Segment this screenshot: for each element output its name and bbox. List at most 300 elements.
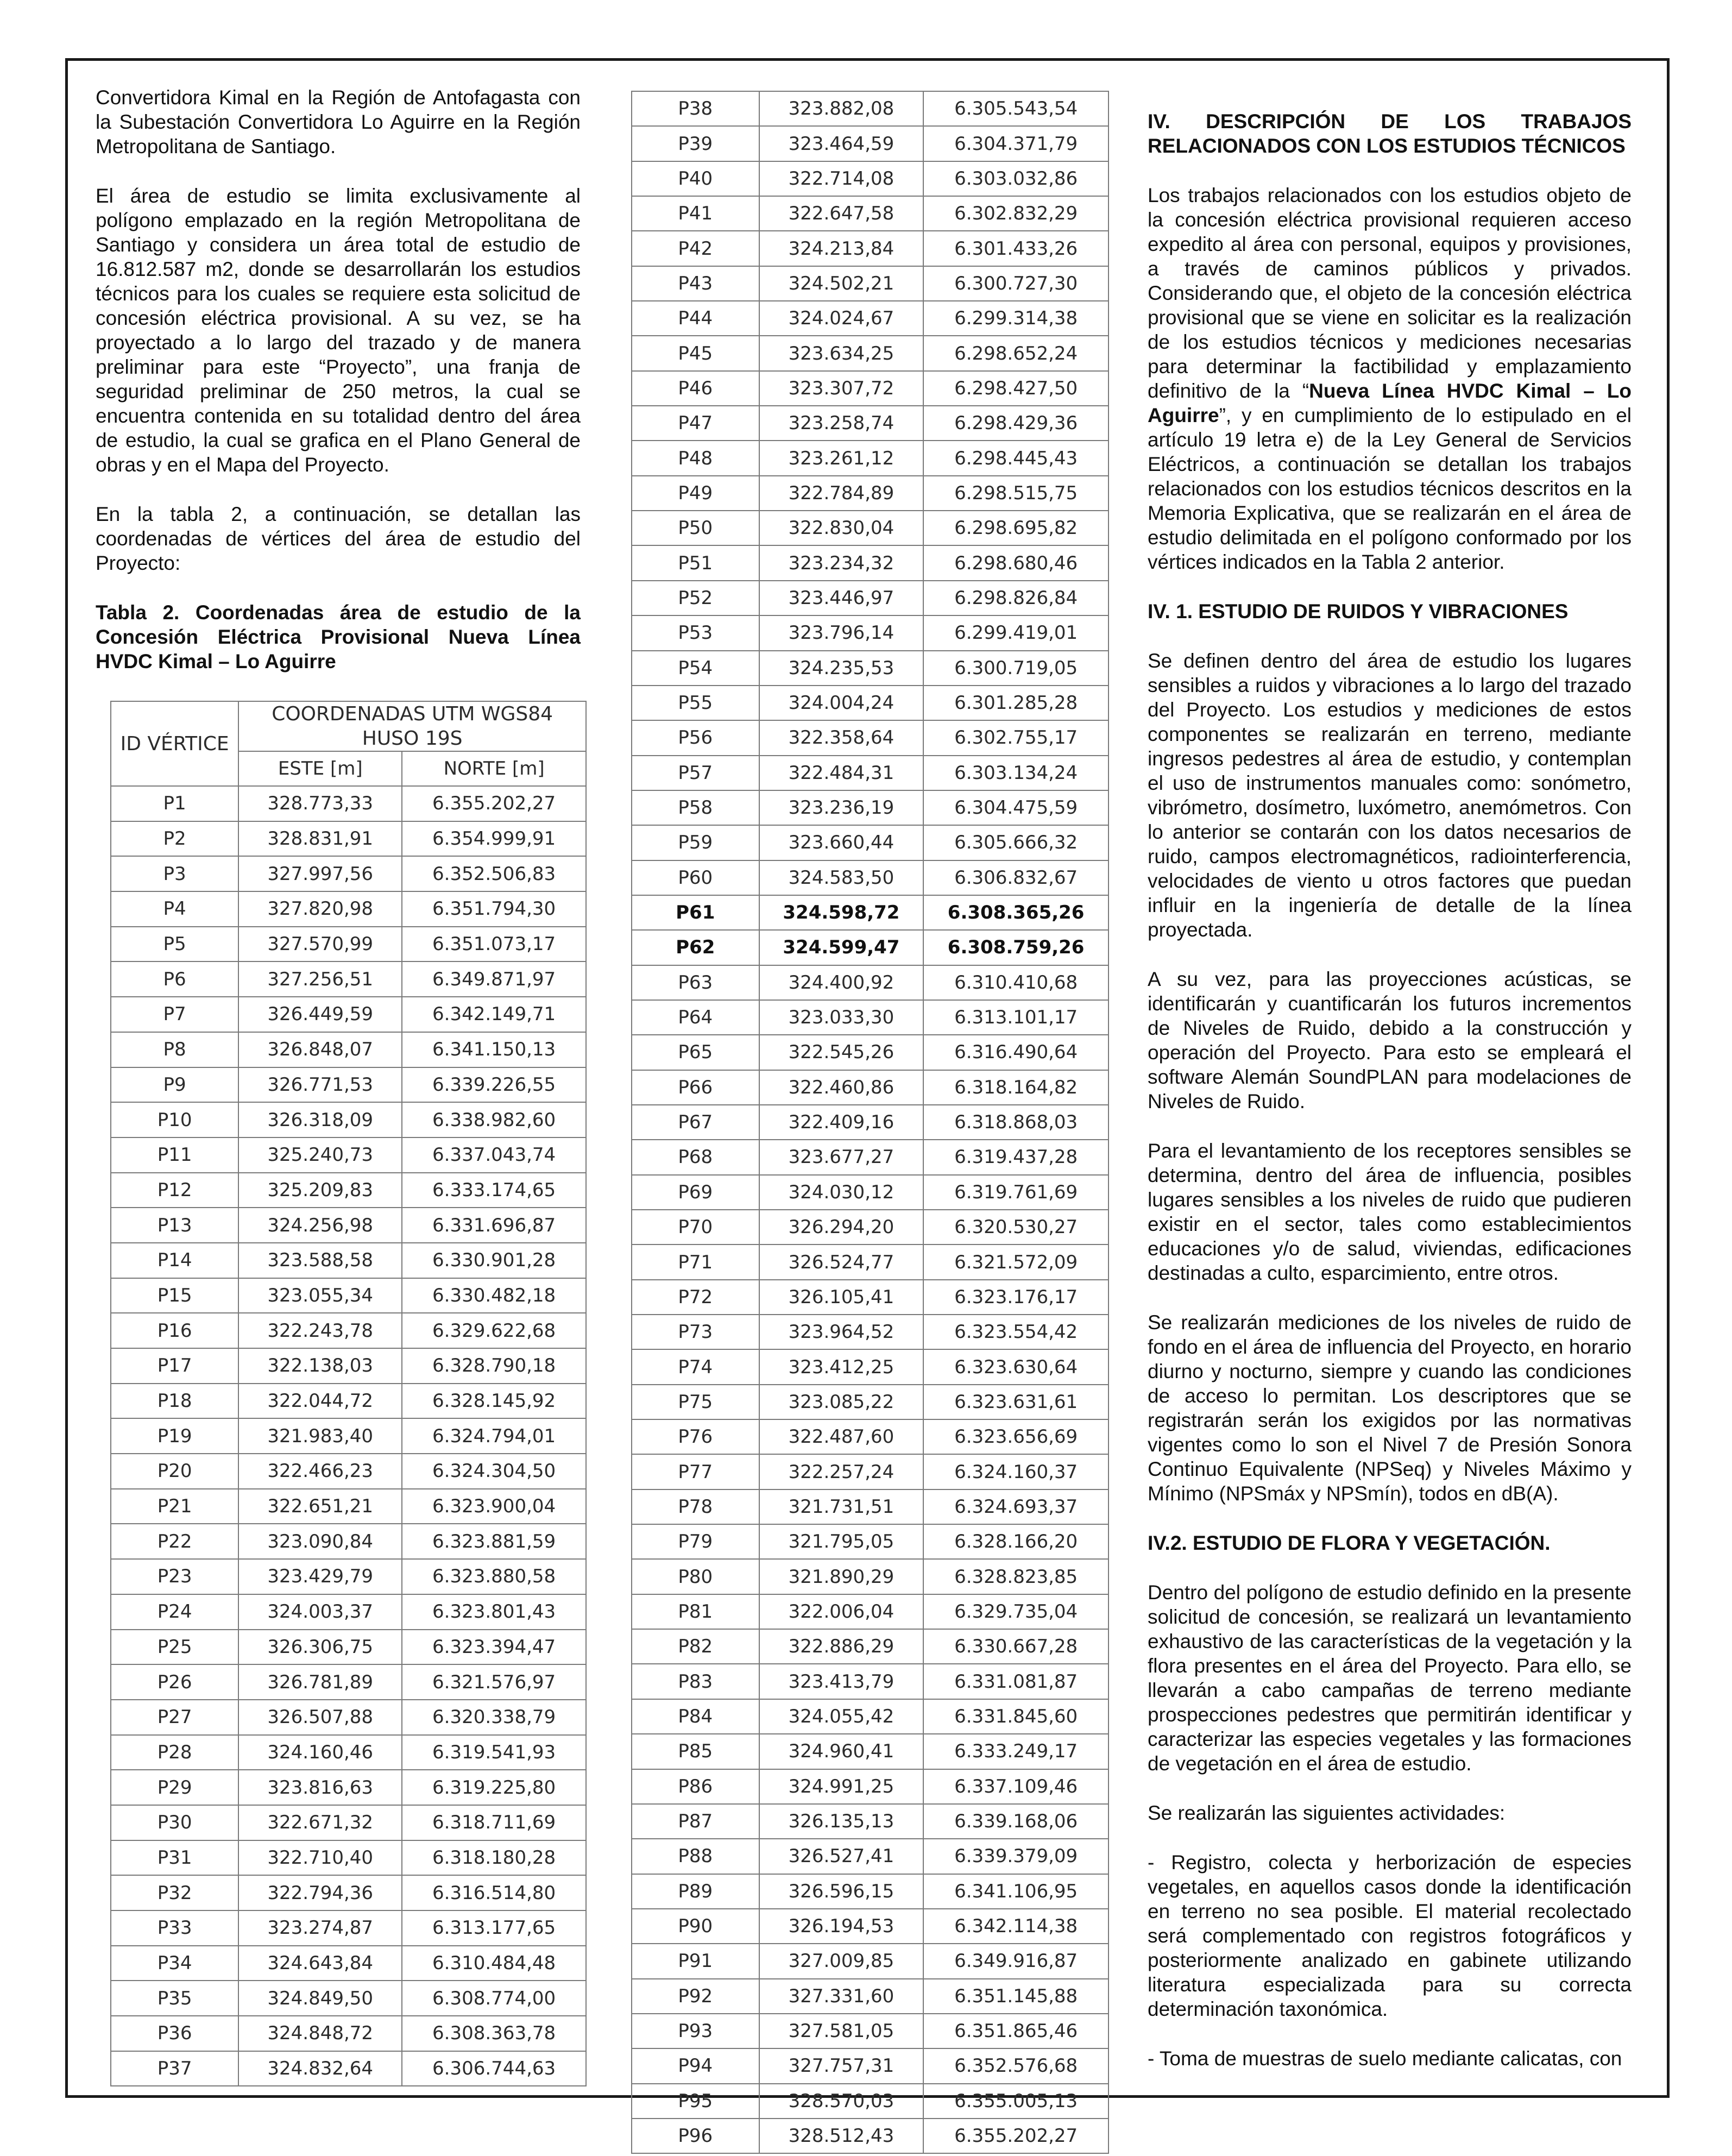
cell-este: 322.710,40 [238,1840,402,1876]
cell-este: 324.599,47 [759,930,924,965]
table-row [632,1070,1109,1105]
cell-vertex-id: P61 [632,895,759,930]
cell-este: 323.055,34 [238,1278,402,1313]
cell-norte: 6.355.202,27 [402,786,586,821]
cell-este: 322.714,08 [759,161,924,196]
table-row [111,1313,586,1348]
table-row [111,1840,586,1876]
works-text-part-2: ”, y en cumplimiento de lo estipulado en el artículo 19 letra e) de la Ley General de Servicios Eléctricos, a continuación se detallan los trabajos relacionados con los estudios técnicos descritos en la Memoria Explicativa, que se realizarán en el área de estudio delimitada en el polígono conformado por los vértices indicados en la Tabla 2 anterior. [1148,404,1632,573]
cell-vertex-id: P42 [632,231,759,266]
table-row [111,1524,586,1559]
cell-este: 322.257,24 [759,1454,924,1489]
table-row [632,1699,1109,1734]
cell-vertex-id: P44 [632,301,759,336]
table-row [632,91,1109,126]
cell-este: 322.545,26 [759,1035,924,1070]
cell-norte: 6.331.845,60 [923,1699,1109,1734]
table-row [111,1946,586,1981]
cell-norte: 6.337.109,46 [923,1769,1109,1804]
cell-este: 324.003,37 [238,1594,402,1630]
cell-norte: 6.321.576,97 [402,1664,586,1700]
cell-este: 322.409,16 [759,1105,924,1140]
cell-norte: 6.328.166,20 [923,1524,1109,1559]
cell-norte: 6.304.371,79 [923,126,1109,161]
cell-vertex-id: P47 [632,406,759,441]
cell-este: 323.446,97 [759,581,924,615]
cell-norte: 6.319.761,69 [923,1175,1109,1210]
cell-este: 324.643,84 [238,1946,402,1981]
cell-este: 326.596,15 [759,1874,924,1909]
cell-norte: 6.328.823,85 [923,1559,1109,1594]
cell-norte: 6.318.164,82 [923,1070,1109,1105]
header-coordinates [238,701,586,751]
cell-vertex-id: P9 [111,1067,238,1103]
table-row [632,511,1109,545]
table-body-part-2 [632,91,1109,2153]
cell-vertex-id: P14 [111,1243,238,1278]
coordinates-table-part-2 [631,91,1109,2154]
cell-vertex-id: P95 [632,2084,759,2119]
cell-vertex-id: P11 [111,1137,238,1173]
cell-vertex-id: P35 [111,1981,238,2016]
cell-este: 322.647,58 [759,196,924,231]
cell-norte: 6.342.114,38 [923,1909,1109,1944]
cell-vertex-id: P69 [632,1175,759,1210]
table-row [632,2084,1109,2119]
cell-este: 324.030,12 [759,1175,924,1210]
cell-vertex-id: P62 [632,930,759,965]
cell-norte: 6.303.134,24 [923,756,1109,790]
table-row [632,126,1109,161]
table-row [632,1664,1109,1699]
cell-vertex-id: P8 [111,1032,238,1067]
cell-este: 328.831,91 [238,821,402,857]
table-row [632,2014,1109,2048]
cell-vertex-id: P46 [632,371,759,406]
cell-este: 323.588,58 [238,1243,402,1278]
cell-vertex-id: P18 [111,1384,238,1419]
cell-vertex-id: P57 [632,756,759,790]
heading-section-iv-2: IV.2. ESTUDIO DE FLORA Y VEGETACIÓN. [1148,1532,1551,1554]
cell-norte: 6.319.225,80 [402,1770,586,1805]
header-este: ESTE [m] [238,751,402,786]
table-row [632,1210,1109,1244]
cell-este: 322.006,04 [759,1594,924,1629]
cell-este: 324.849,50 [238,1981,402,2016]
table-row [632,1175,1109,1210]
cell-vertex-id: P66 [632,1070,759,1105]
cell-norte: 6.323.631,61 [923,1385,1109,1419]
cell-este: 322.886,29 [759,1629,924,1664]
table-row [111,1770,586,1805]
cell-vertex-id: P56 [632,720,759,755]
cell-norte: 6.302.755,17 [923,720,1109,755]
cell-vertex-id: P55 [632,686,759,720]
table-row [111,2016,586,2051]
project-name: Nueva Línea HVDC Kimal – Lo Aguirre [1148,380,1632,426]
cell-este: 328.773,33 [238,786,402,821]
cell-este: 323.660,44 [759,825,924,860]
cell-norte: 6.324.794,01 [402,1418,586,1454]
cell-norte: 6.320.338,79 [402,1700,586,1735]
cell-este: 321.983,40 [238,1418,402,1454]
cell-vertex-id: P84 [632,1699,759,1734]
table-row [632,1105,1109,1140]
table-row [632,545,1109,580]
cell-este: 327.757,31 [759,2048,924,2083]
table-row [111,927,586,962]
cell-este: 321.795,05 [759,1524,924,1559]
cell-norte: 6.328.790,18 [402,1348,586,1384]
cell-norte: 6.298.427,50 [923,371,1109,406]
cell-norte: 6.298.695,82 [923,511,1109,545]
cell-este: 326.771,53 [238,1067,402,1103]
table-row [632,1140,1109,1174]
cell-este: 324.832,64 [238,2051,402,2086]
cell-vertex-id: P67 [632,1105,759,1140]
cell-vertex-id: P15 [111,1278,238,1313]
cell-este: 324.583,50 [759,860,924,895]
table-row [632,686,1109,720]
cell-vertex-id: P58 [632,790,759,825]
paragraph-activity-soil: - Toma de muestras de suelo mediante calicatas, con [1148,2047,1622,2070]
cell-norte: 6.308.774,00 [402,1981,586,2016]
table-row [632,231,1109,266]
cell-norte: 6.298.680,46 [923,545,1109,580]
cell-vertex-id: P30 [111,1805,238,1840]
cell-este: 326.781,89 [238,1664,402,1700]
table-row [632,1244,1109,1279]
cell-vertex-id: P90 [632,1909,759,1944]
works-text-part-1: Los trabajos relacionados con los estudios objeto de la concesión eléctrica provisional requieren acceso expedito al área con personal, equipos y provisiones, a través de caminos públicos y privados. Considerando que, el objeto de la concesión eléctrica provisional que se viene en solicitar es la realización de los estudios técnicos y mediciones necesarias para determinar la factibilidad y emplazamiento definitivo de la “ [1148,184,1632,402]
table-row [111,1137,586,1173]
cell-vertex-id: P85 [632,1734,759,1769]
cell-este: 322.484,31 [759,756,924,790]
table-row [111,2051,586,2086]
cell-norte: 6.355.005,13 [923,2084,1109,2119]
cell-este: 322.460,86 [759,1070,924,1105]
cell-este: 322.651,21 [238,1489,402,1524]
cell-este: 323.307,72 [759,371,924,406]
cell-norte: 6.349.871,97 [402,961,586,997]
cell-este: 324.256,98 [238,1208,402,1243]
cell-norte: 6.316.514,80 [402,1875,586,1910]
cell-norte: 6.329.622,68 [402,1313,586,1348]
header-coordinates-line-1: COORDENADAS UTM WGS84 [272,703,553,725]
cell-este: 326.524,77 [759,1244,924,1279]
cell-norte: 6.331.081,87 [923,1664,1109,1699]
cell-norte: 6.313.101,17 [923,1000,1109,1035]
cell-norte: 6.324.693,37 [923,1489,1109,1524]
table-row [111,1981,586,2016]
cell-este: 326.105,41 [759,1280,924,1315]
cell-este: 326.306,75 [238,1630,402,1665]
cell-este: 324.055,42 [759,1699,924,1734]
table-row [632,161,1109,196]
header-coordinates-line-2: HUSO 19S [362,727,463,750]
cell-vertex-id: P50 [632,511,759,545]
paragraph-noise-measurements: Se realizarán mediciones de los niveles de ruido de fondo en el área de influencia del Proyecto, en horario diurno y nocturno, siempre y cuando las condiciones de acceso lo permitan. Los descriptores que se registrarán serán los exigidos por las normativas vigentes como lo son el Nivel 7 de Presión Sonora Continuo Equivalente (NPSeq) y Niveles Máximo y Mínimo (NPSmáx y NPSmín), todos en dB(A). [1148,1311,1632,1505]
cell-este: 327.256,51 [238,961,402,997]
cell-norte: 6.323.656,69 [923,1419,1109,1454]
cell-este: 323.464,59 [759,126,924,161]
cell-vertex-id: P71 [632,1244,759,1279]
cell-este: 322.138,03 [238,1348,402,1384]
cell-este: 324.991,25 [759,1769,924,1804]
table-row [632,930,1109,965]
cell-norte: 6.330.667,28 [923,1629,1109,1664]
cell-norte: 6.341.150,13 [402,1032,586,1067]
cell-norte: 6.298.445,43 [923,441,1109,475]
table-row [111,1910,586,1946]
cell-este: 321.890,29 [759,1559,924,1594]
table-row [632,1524,1109,1559]
cell-vertex-id: P73 [632,1315,759,1349]
header-id-vertice: ID VÉRTICE [111,701,238,786]
cell-vertex-id: P3 [111,856,238,891]
cell-vertex-id: P77 [632,1454,759,1489]
cell-norte: 6.310.410,68 [923,965,1109,1000]
cell-vertex-id: P17 [111,1348,238,1384]
table-row [632,1979,1109,2014]
cell-norte: 6.300.727,30 [923,266,1109,301]
cell-vertex-id: P41 [632,196,759,231]
cell-vertex-id: P10 [111,1102,238,1137]
table-row [632,476,1109,511]
table-row [632,860,1109,895]
cell-vertex-id: P60 [632,860,759,895]
cell-vertex-id: P75 [632,1385,759,1419]
table-row [632,301,1109,336]
cell-norte: 6.318.868,03 [923,1105,1109,1140]
cell-este: 322.044,72 [238,1384,402,1419]
cell-norte: 6.308.759,26 [923,930,1109,965]
table-row [632,196,1109,231]
cell-norte: 6.302.832,29 [923,196,1109,231]
cell-norte: 6.320.530,27 [923,1210,1109,1244]
cell-vertex-id: P86 [632,1769,759,1804]
table-row [632,1629,1109,1664]
cell-este: 323.234,32 [759,545,924,580]
cell-este: 326.135,13 [759,1804,924,1839]
cell-este: 324.502,21 [759,266,924,301]
cell-norte: 6.318.711,69 [402,1805,586,1840]
cell-vertex-id: P31 [111,1840,238,1876]
table-row [632,1909,1109,1944]
table-row [111,786,586,821]
paragraph-works-description [1148,183,1632,574]
table-row [632,895,1109,930]
cell-vertex-id: P87 [632,1804,759,1839]
cell-vertex-id: P94 [632,2048,759,2083]
cell-este: 322.794,36 [238,1875,402,1910]
table-row [111,1454,586,1489]
cell-vertex-id: P2 [111,821,238,857]
cell-norte: 6.298.826,84 [923,581,1109,615]
table-row [632,1035,1109,1070]
table-body-part-1 [111,786,586,2086]
table-row [632,1385,1109,1419]
cell-norte: 6.324.304,50 [402,1454,586,1489]
paragraph-noise-definition: Se definen dentro del área de estudio los lugares sensibles a ruidos y vibraciones a lo largo del trazado del Proyecto. Los estudios y mediciones de estos componentes se realizarán en terreno, mediante ingresos pedestres al área de estudio, y contemplan el uso de instrumentos manuales como: sonómetro, vibrómetro, dosímetro, luxómetro, anemómetros. Con lo anterior se contarán con los datos necesarios de ruido, campos electromagnéticos, radiointerferencia, velocidades de viento u otros factores que puedan influir en la ingeniería de detalle de la línea proyectada. [1148,650,1632,941]
cell-este: 326.294,20 [759,1210,924,1244]
cell-norte: 6.352.576,68 [923,2048,1109,2083]
cell-vertex-id: P26 [111,1664,238,1700]
cell-norte: 6.330.482,18 [402,1278,586,1313]
cell-este: 326.194,53 [759,1909,924,1944]
cell-norte: 6.298.429,36 [923,406,1109,441]
cell-este: 323.261,12 [759,441,924,475]
cell-este: 323.882,08 [759,91,924,126]
cell-vertex-id: P24 [111,1594,238,1630]
cell-este: 324.235,53 [759,651,924,686]
paragraph-study-area: El área de estudio se limita exclusivamente al polígono emplazado en la región Metropolitana de Santiago y considera un área total de estudio de 16.812.587 m2, donde se desarrollarán los estudios técnicos para los cuales se requiere esta solicitud de concesión eléctrica provisional. A su vez, se ha proyectado a lo largo del trazado y de manera preliminar para este “Proyecto”, una franja de seguridad preliminar de 250 metros, la cual se encuentra contenida en su totalidad dentro del área de estudio, la cual se grafica en el Plano General de obras y en el Mapa del Proyecto. [96,185,581,476]
table-row [111,961,586,997]
cell-norte: 6.306.744,63 [402,2051,586,2086]
cell-este: 322.830,04 [759,511,924,545]
cell-norte: 6.304.475,59 [923,790,1109,825]
cell-vertex-id: P6 [111,961,238,997]
cell-este: 326.527,41 [759,1839,924,1874]
cell-norte: 6.328.145,92 [402,1384,586,1419]
paragraph-activities-intro: Se realizarán las siguientes actividades: [1148,1802,1506,1824]
cell-norte: 6.316.490,64 [923,1035,1109,1070]
cell-vertex-id: P81 [632,1594,759,1629]
cell-vertex-id: P37 [111,2051,238,2086]
cell-norte: 6.342.149,71 [402,997,586,1032]
cell-norte: 6.341.106,95 [923,1874,1109,1909]
cell-vertex-id: P80 [632,1559,759,1594]
cell-norte: 6.352.506,83 [402,856,586,891]
table-row [111,891,586,927]
cell-norte: 6.339.168,06 [923,1804,1109,1839]
table-row [632,1804,1109,1839]
table-row [111,1384,586,1419]
cell-este: 327.331,60 [759,1979,924,2014]
cell-vertex-id: P68 [632,1140,759,1174]
table-row [632,1280,1109,1315]
coordinates-table-part-1 [110,701,587,2086]
paragraph-flora-survey: Dentro del polígono de estudio definido en la presente solicitud de concesión, se realizará un levantamiento exhaustivo de las características de la vegetación y la flora presentes en el área del Proyecto. Para ello, se llevarán a cabo campañas de terreno mediante prospecciones pedestres que permitirán identificar y caracterizar las especies vegetales y las formaciones de vegetación en el área de estudio. [1148,1581,1632,1775]
cell-este: 324.160,46 [238,1735,402,1770]
table-row [111,1664,586,1700]
cell-este: 323.258,74 [759,406,924,441]
cell-vertex-id: P27 [111,1700,238,1735]
table-row [632,1874,1109,1909]
cell-este: 328.570,03 [759,2084,924,2119]
cell-norte: 6.305.543,54 [923,91,1109,126]
cell-vertex-id: P5 [111,927,238,962]
table-row [111,1489,586,1524]
cell-vertex-id: P65 [632,1035,759,1070]
table-row [632,581,1109,615]
cell-norte: 6.338.982,60 [402,1102,586,1137]
heading-section-iv: IV. DESCRIPCIÓN DE LOS TRABAJOS RELACIONADOS CON LOS ESTUDIOS TÉCNICOS [1148,110,1632,157]
table-row [632,406,1109,441]
cell-vertex-id: P36 [111,2016,238,2051]
cell-norte: 6.355.202,27 [923,2119,1109,2153]
cell-vertex-id: P39 [632,126,759,161]
cell-este: 325.209,83 [238,1173,402,1208]
paragraph-intro: Convertidora Kimal en la Región de Antofagasta con la Subestación Convertidora Lo Aguirre en la Región Metropolitana de Santiago. [96,86,581,158]
cell-vertex-id: P54 [632,651,759,686]
cell-este: 323.429,79 [238,1559,402,1594]
paragraph-sensitive-receptors: Para el levantamiento de los receptores sensibles se determina, dentro del área de influencia, posibles lugares sensibles a los niveles de ruido que pudieren existir en el sector, tales como establecimientos educaciones y/o de salud, viviendas, edificaciones destinadas a culto, esparcimiento, entre otros. [1148,1140,1632,1284]
cell-norte: 6.351.145,88 [923,1979,1109,2014]
cell-vertex-id: P70 [632,1210,759,1244]
table-row [632,1944,1109,1978]
cell-norte: 6.305.666,32 [923,825,1109,860]
table-row [632,1419,1109,1454]
cell-vertex-id: P64 [632,1000,759,1035]
cell-este: 321.731,51 [759,1489,924,1524]
cell-vertex-id: P32 [111,1875,238,1910]
table-row [632,1349,1109,1384]
cell-norte: 6.303.032,86 [923,161,1109,196]
cell-este: 323.085,22 [759,1385,924,1419]
cell-este: 323.236,19 [759,790,924,825]
cell-este: 324.400,92 [759,965,924,1000]
cell-norte: 6.351.073,17 [402,927,586,962]
table-row [632,1454,1109,1489]
cell-norte: 6.298.515,75 [923,476,1109,511]
cell-norte: 6.319.437,28 [923,1140,1109,1174]
cell-vertex-id: P43 [632,266,759,301]
cell-norte: 6.308.365,26 [923,895,1109,930]
cell-este: 323.796,14 [759,615,924,650]
cell-este: 324.213,84 [759,231,924,266]
cell-este: 323.274,87 [238,1910,402,1946]
cell-vertex-id: P74 [632,1349,759,1384]
cell-vertex-id: P96 [632,2119,759,2153]
cell-norte: 6.351.865,46 [923,2014,1109,2048]
cell-este: 323.816,63 [238,1770,402,1805]
cell-norte: 6.323.630,64 [923,1349,1109,1384]
cell-este: 326.318,09 [238,1102,402,1137]
cell-norte: 6.323.881,59 [402,1524,586,1559]
cell-norte: 6.333.174,65 [402,1173,586,1208]
table-row [111,1278,586,1313]
table-row [632,1559,1109,1594]
header-norte: NORTE [m] [402,751,586,786]
cell-vertex-id: P92 [632,1979,759,2014]
paragraph-activity-collection: - Registro, colecta y herborización de especies vegetales, en aquellos casos donde la identificación en terreno no sea posible. El material recolectado será complementado con registros fotográficos y posteriormente analizado en gabinete utilizando literatura especializada para su correcta determinación taxonómica. [1148,1851,1632,2020]
cell-norte: 6.324.160,37 [923,1454,1109,1489]
cell-este: 323.964,52 [759,1315,924,1349]
cell-este: 324.848,72 [238,2016,402,2051]
cell-norte: 6.301.285,28 [923,686,1109,720]
cell-este: 327.009,85 [759,1944,924,1978]
cell-vertex-id: P89 [632,1874,759,1909]
cell-este: 323.634,25 [759,336,924,370]
cell-vertex-id: P16 [111,1313,238,1348]
table-row [632,965,1109,1000]
cell-vertex-id: P76 [632,1419,759,1454]
table-row [632,1769,1109,1804]
table-row [632,1734,1109,1769]
table-row [632,615,1109,650]
cell-norte: 6.354.999,91 [402,821,586,857]
cell-vertex-id: P53 [632,615,759,650]
cell-norte: 6.319.541,93 [402,1735,586,1770]
table-row [111,821,586,857]
cell-norte: 6.323.554,42 [923,1315,1109,1349]
cell-este: 324.024,67 [759,301,924,336]
cell-norte: 6.306.832,67 [923,860,1109,895]
cell-norte: 6.323.880,58 [402,1559,586,1594]
table-row [111,856,586,891]
cell-este: 323.413,79 [759,1664,924,1699]
